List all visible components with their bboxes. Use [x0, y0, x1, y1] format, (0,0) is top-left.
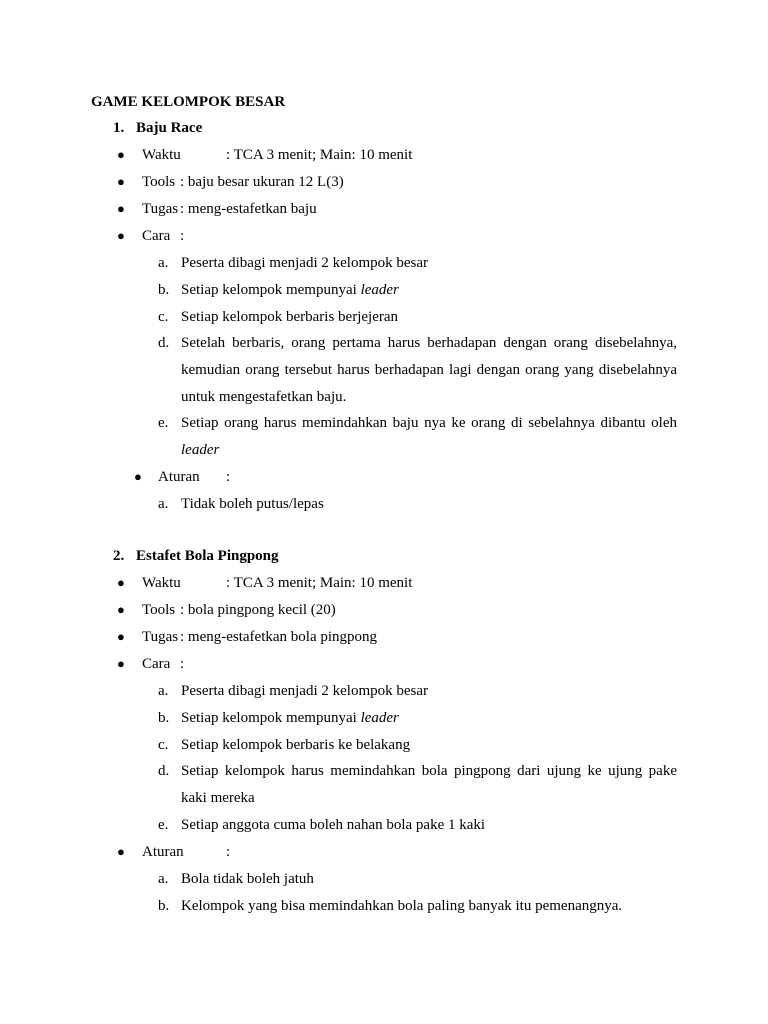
bullet-icon: ●	[134, 469, 142, 484]
waktu-value: : TCA 3 menit; Main: 10 menit	[226, 147, 413, 163]
game-title: Baju Race	[136, 120, 203, 136]
bullet-icon: ●	[117, 656, 125, 671]
list-marker: b.	[158, 898, 170, 914]
list-item: Setiap kelompok berbaris ke belakang	[181, 737, 411, 753]
waktu-label: Waktu	[142, 575, 181, 591]
list-marker: c.	[158, 309, 169, 325]
list-item-line	[181, 441, 219, 459]
game-title: Estafet Bola Pingpong	[136, 548, 279, 564]
cara-colon: :	[180, 656, 185, 672]
waktu-value: : TCA 3 menit; Main: 10 menit	[226, 575, 413, 591]
list-marker: a.	[158, 255, 169, 271]
leader-italic: leader	[360, 282, 399, 298]
list-item-line: Setiap kelompok harus memindahkan bola pingpong dari ujung ke ujung pake	[181, 763, 677, 779]
document-title: GAME KELOMPOK BESAR	[91, 94, 286, 110]
waktu-label: Waktu	[142, 147, 181, 163]
aturan-colon: :	[226, 469, 231, 485]
aturan-colon: :	[226, 844, 231, 860]
bullet-icon: ●	[117, 629, 125, 644]
list-item: Peserta dibagi menjadi 2 kelompok besar	[181, 683, 429, 699]
aturan-label: Aturan	[142, 844, 184, 860]
leader-italic: leader	[181, 442, 220, 458]
list-item: Kelompok yang bisa memindahkan bola paling banyak itu pemenangnya.	[181, 898, 623, 914]
list-item-line: kemudian orang tersebut harus berhadapan lagi dengan orang yang disebelahnya	[181, 362, 677, 378]
list-item-line: Setiap orang harus memindahkan baju nya ke orang di sebelahnya dibantu oleh	[181, 415, 677, 431]
bullet-icon: ●	[117, 228, 125, 243]
bullet-icon: ●	[117, 602, 125, 617]
bullet-icon: ●	[117, 844, 125, 859]
list-marker: a.	[158, 683, 169, 699]
list-item: Bola tidak boleh jatuh	[181, 871, 314, 887]
list-item: Setiap kelompok mempunyai leader	[181, 710, 399, 726]
tools-value: : baju besar ukuran 12 L(3)	[180, 174, 344, 190]
bullet-icon: ●	[117, 147, 125, 162]
cara-label: Cara	[142, 656, 171, 672]
aturan-label: Aturan	[158, 469, 200, 485]
list-marker: a.	[158, 871, 169, 887]
list-marker: c.	[158, 737, 169, 753]
list-item: Setiap anggota cuma boleh nahan bola pake 1 kaki	[181, 817, 486, 833]
bullet-icon: ●	[117, 174, 125, 189]
list-marker: d.	[158, 763, 170, 779]
bullet-icon: ●	[117, 201, 125, 216]
tools-value: : bola pingpong kecil (20)	[180, 602, 336, 618]
list-item: Tidak boleh putus/lepas	[181, 496, 324, 512]
cara-label: Cara	[142, 228, 171, 244]
list-marker: a.	[158, 496, 169, 512]
list-item-line: kaki mereka	[181, 790, 255, 806]
tugas-label: Tugas	[142, 201, 179, 217]
list-marker: b.	[158, 282, 170, 298]
list-item-line: Setelah berbaris, orang pertama harus berhadapan dengan orang disebelahnya,	[181, 335, 677, 351]
list-marker: d.	[158, 335, 170, 351]
bullet-icon: ●	[117, 575, 125, 590]
tools-label: Tools	[142, 174, 176, 190]
list-marker: e.	[158, 817, 169, 833]
list-item: Peserta dibagi menjadi 2 kelompok besar	[181, 255, 429, 271]
tools-label: Tools	[142, 602, 176, 618]
tugas-label: Tugas	[142, 629, 179, 645]
tugas-value: : meng-estafetkan baju	[180, 201, 317, 217]
leader-italic: leader	[360, 710, 399, 726]
list-item-line: untuk mengestafetkan baju.	[181, 389, 347, 405]
game-number: 2.	[113, 548, 125, 564]
list-marker: e.	[158, 415, 169, 431]
tugas-value: : meng-estafetkan bola pingpong	[180, 629, 378, 645]
list-item: Setiap kelompok mempunyai leader	[181, 282, 399, 298]
list-marker: b.	[158, 710, 170, 726]
game-number: 1.	[113, 120, 125, 136]
list-item: Setiap kelompok berbaris berjejeran	[181, 309, 399, 325]
cara-colon: :	[180, 228, 185, 244]
